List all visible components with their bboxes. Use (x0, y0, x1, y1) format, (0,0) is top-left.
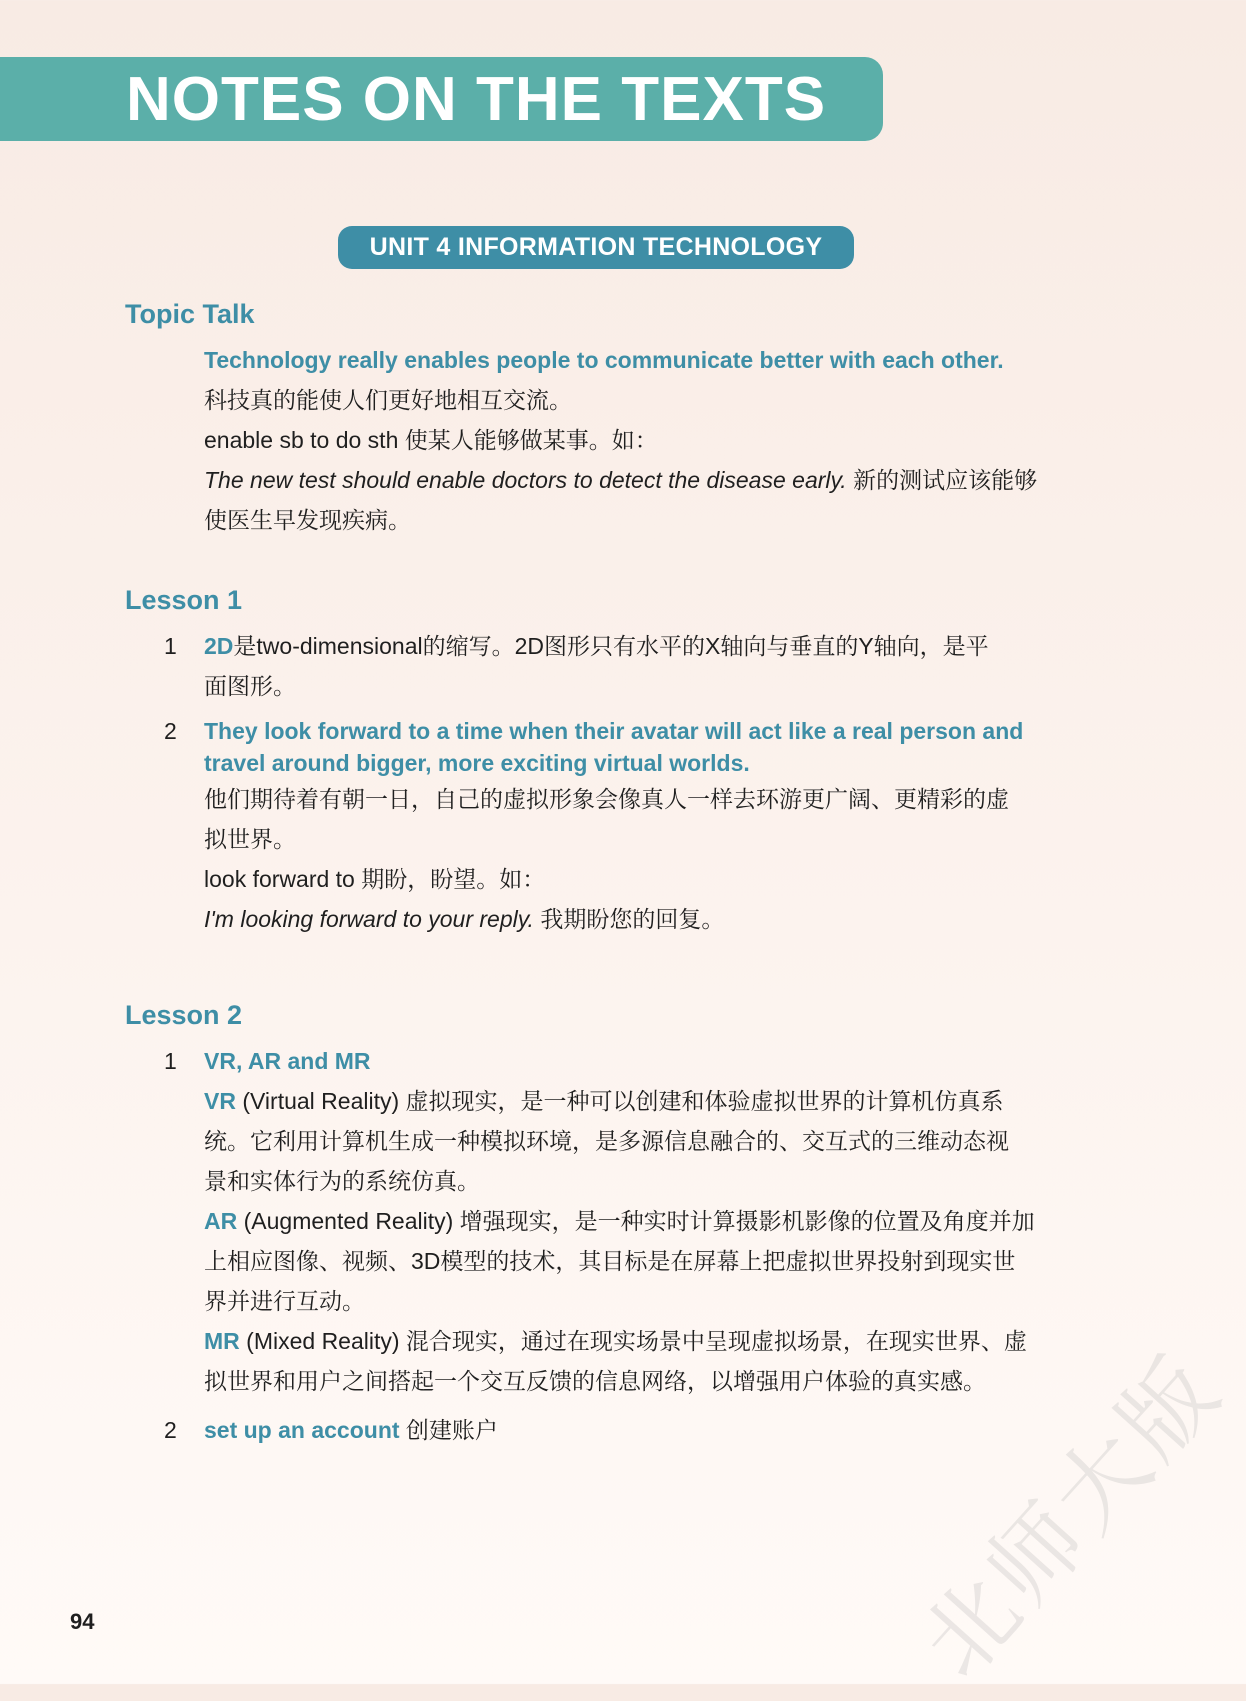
item-number: 2 (164, 1417, 177, 1443)
term: 2D (204, 633, 234, 659)
unit-title: UNIT 4 INFORMATION TECHNOLOGY (369, 233, 823, 261)
item-title: VR, AR and MR (204, 1048, 371, 1074)
title-banner (0, 57, 883, 141)
ar-definition (204, 1201, 1069, 1241)
term: set up an account (204, 1417, 400, 1443)
item-text (204, 626, 1069, 666)
page-number: 94 (70, 1609, 95, 1634)
key-sentence: They look forward to a time when their avatar will act like a real person and (204, 718, 1024, 744)
item-text-cont: 面图形。 (204, 673, 296, 699)
lesson1-section (125, 580, 1069, 939)
ar-term: AR (204, 1208, 238, 1234)
example-english: The new test should enable doctors to detect the disease early. (204, 467, 847, 493)
page-title: NOTES ON THE TEXTS (126, 65, 827, 134)
usage: look forward to 期盼，盼望。如： (204, 866, 546, 892)
vr-definition-cont: 统。它利用计算机生成一种模拟环境，是多源信息融合的、交互式的三维动态视 (204, 1128, 1009, 1154)
list-item (125, 715, 1069, 939)
watermark: 北师大版 (900, 1334, 1243, 1698)
translation: 他们期待着有朝一日，自己的虚拟形象会像真人一样去环游更广阔、更精彩的虚 (204, 786, 1009, 812)
item-number: 1 (164, 1048, 177, 1074)
list-item (125, 1041, 1069, 1401)
topic-talk-heading: Topic Talk (125, 299, 255, 329)
translation: 创建账户 (399, 1417, 498, 1443)
vr-definition (204, 1081, 1069, 1121)
vr-term: VR (204, 1088, 236, 1114)
lesson2-heading: Lesson 2 (125, 1000, 243, 1030)
topic-talk-example-cont: 使医生早发现疾病。 (204, 507, 411, 533)
vr-definition-cont: 景和实体行为的系统仿真。 (204, 1168, 480, 1194)
mr-definition-cont: 拟世界和用户之间搭起一个交互反馈的信息网络，以增强用户体验的真实感。 (204, 1368, 986, 1394)
item-text (204, 1410, 1069, 1450)
lesson2-section (125, 995, 1069, 1450)
list-item (125, 626, 1069, 706)
list-item (125, 1410, 1069, 1450)
mr-definition (204, 1321, 1069, 1361)
example-chinese: 我期盼您的回复。 (533, 906, 725, 932)
key-sentence-cont: travel around bigger, more exciting virtual worlds. (204, 750, 750, 776)
mr-term: MR (204, 1328, 240, 1354)
topic-talk-translation: 科技真的能使人们更好地相互交流。 (204, 387, 572, 413)
item-number: 1 (164, 633, 177, 659)
topic-talk-section (125, 294, 1069, 540)
mr-text: (Mixed Reality) 混合现实，通过在现实场景中呈现虚拟场景，在现实世界、虚 (239, 1328, 1027, 1354)
example (204, 899, 1069, 939)
item-number: 2 (164, 718, 177, 744)
example-chinese: 新的测试应该能够 (846, 467, 1038, 493)
translation-cont: 拟世界。 (204, 826, 296, 852)
ar-definition-cont: 上相应图像、视频、3D模型的技术，其目标是在屏幕上把虚拟世界投射到现实世 (204, 1248, 1016, 1274)
example-english: I'm looking forward to your reply. (204, 906, 534, 932)
vr-text: (Virtual Reality) 虚拟现实，是一种可以创建和体验虚拟世界的计算机仿真系 (235, 1088, 1004, 1114)
ar-definition-cont: 界并进行互动。 (204, 1288, 365, 1314)
topic-talk-sentence: Technology really enables people to communicate better with each other. (204, 347, 1004, 373)
unit-badge (338, 226, 854, 269)
lesson1-heading: Lesson 1 (125, 585, 243, 615)
topic-talk-example (204, 460, 1069, 500)
topic-talk-usage: enable sb to do sth 使某人能够做某事。如： (204, 427, 658, 453)
definition: 是two-dimensional的缩写。2D图形只有水平的X轴向与垂直的Y轴向，是平 (233, 633, 989, 659)
ar-text: (Augmented Reality) 增强现实，是一种实时计算摄影机影像的位置及角度并加 (237, 1208, 1035, 1234)
